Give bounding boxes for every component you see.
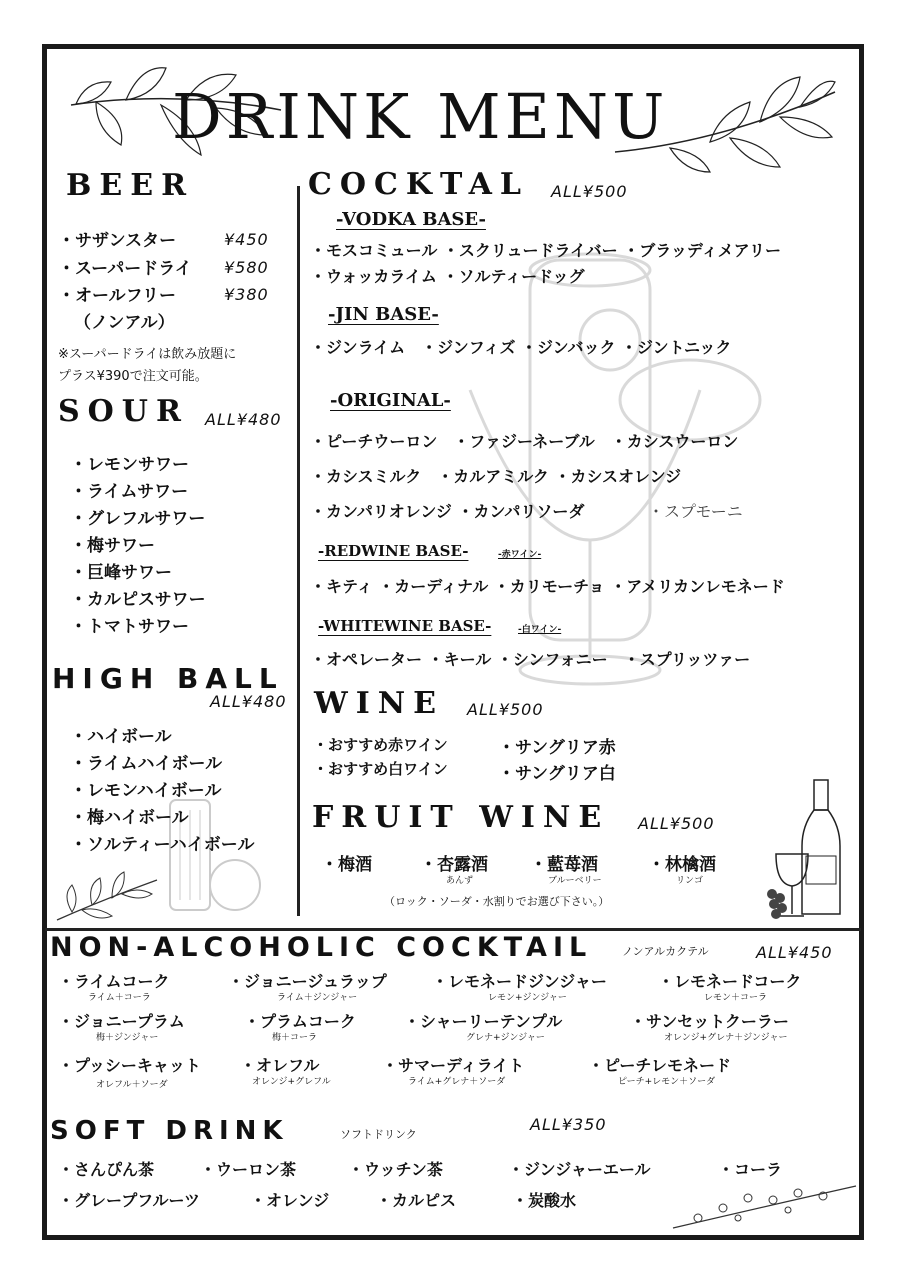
cocktail-line-light: ・スプモーニ [648,502,743,521]
soft-drink-item: ・さんぴん茶 [58,1160,155,1179]
redwine-base-label: -REDWINE BASE- [318,542,469,560]
na-item-desc: レモン＋コーラ [704,993,768,1003]
beer-item-price: ¥380 [224,285,269,304]
fruit-wine-heading: FRUIT WINE [312,800,610,835]
highball-heading: HIGH BALL [52,662,284,695]
soft-drink-heading-jp: ソフトドリンク [340,1128,417,1141]
cocktail-line: ・ウォッカライム ・ソルティードッグ [310,267,585,286]
na-item-desc: ピーチ+レモン＋ソーダ [618,1077,716,1087]
cocktail-line: ・カンパリオレンジ ・カンパリソーダ [310,502,585,521]
wine-price: ALL¥500 [467,700,544,719]
whitewine-base-label: -WHITEWINE BASE- [318,617,492,635]
beer-item-name: ・サザンスター [58,231,177,251]
sour-item: ・レモンサワー [70,455,189,475]
original-label: -ORIGINAL- [330,390,451,411]
wine-item: ・おすすめ赤ワイン [313,736,448,754]
wine-item: ・おすすめ白ワイン [313,760,448,778]
soft-drink-item: ・カルピス [376,1191,457,1210]
na-item-desc: レモン+ジンジャー [488,993,567,1003]
sour-item: ・トマトサワー [70,617,189,637]
non-alcohol-note: （ノンアル） [74,313,175,333]
sour-heading: SOUR [58,394,189,429]
na-item: ・シャーリーテンプル [404,1012,563,1031]
cocktail-line: ・キティ ・カーディナル ・カリモーチョ ・アメリカンレモネード [310,577,785,596]
wine-heading: WINE [314,686,445,721]
branch-decoration-icon [52,850,162,925]
na-item: ・プッシーキャット [58,1056,201,1075]
na-item-desc: オレンジ+グレナ＋ジンジャー [664,1033,788,1043]
cocktail-line: ・ジンライム ・ジンフィズ ・ジンバック ・ジントニック [310,338,732,357]
na-item-desc: ライム＋ジンジャー [277,993,358,1003]
na-item-desc: ライム+グレナ＋ソーダ [408,1077,506,1087]
beer-note-line: ※スーパードライは飲み放題に [58,347,237,362]
na-item: ・サンセットクーラー [630,1012,789,1031]
beer-item-name: ・スーパードライ [58,259,192,279]
cocktail-line: ・モスコミュール ・スクリュードライバー ・ブラッディメアリー [310,241,781,260]
fruit-wine-item: ・林檎酒 [648,855,716,875]
sour-item: ・梅サワー [70,536,155,556]
whitewine-sub-label: -白ワイン- [518,625,562,635]
na-item: ・レモネードジンジャー [432,972,607,991]
page-title: DRINK MENU [172,80,669,153]
fruit-wine-reading: あんず [446,876,474,886]
soft-drink-item: ・炭酸水 [512,1191,577,1210]
non-alcoholic-heading-jp: ノンアルカクテル [622,945,709,958]
soft-drink-item: ・オレンジ [250,1191,330,1210]
soft-drink-price: ALL¥350 [530,1115,607,1134]
sour-price: ALL¥480 [205,410,282,429]
column-divider [297,186,300,916]
fruit-wine-price: ALL¥500 [638,814,715,833]
cocktail-line: ・ピーチウーロン ・ファジーネーブル ・カシスウーロン [310,432,739,451]
non-alcoholic-heading: NON-ALCOHOLIC COCKTAIL [50,932,593,963]
flower-vine-decoration-icon [668,1178,860,1233]
cocktail-heading: COCKTAL [308,167,530,202]
fruit-wine-item: ・梅酒 [321,855,372,875]
na-item-desc: オレンジ+グレフル [252,1077,331,1087]
sour-item: ・カルピスサワー [70,590,206,610]
highball-item: ・レモンハイボール [70,781,222,801]
fruit-wine-item: ・藍苺酒 [530,855,598,875]
redwine-sub-label: -赤ワイン- [498,550,542,560]
na-item-desc: オレフル＋ソーダ [96,1080,168,1090]
soft-drink-item: ・ウッチン茶 [348,1160,443,1179]
na-item-desc: 梅＋ジンジャー [96,1033,159,1043]
beer-item-price: ¥580 [224,258,269,277]
soft-drink-heading: SOFT DRINK [50,1116,289,1146]
highball-item: ・ハイボール [70,727,172,747]
soft-drink-item: ・ジンジャーエール [508,1160,651,1179]
highball-item: ・ソルティーハイボール [70,835,255,855]
soft-drink-item: ・グレープフルーツ [58,1191,200,1210]
na-item-desc: 梅＋コーラ [272,1033,318,1043]
fruit-wine-item: ・杏露酒 [420,855,488,875]
sour-item: ・巨峰サワー [70,563,172,583]
wine-bottle-illustration-icon [762,776,858,924]
fruit-wine-note: （ロック・ソーダ・水割りでお選び下さい。） [384,895,610,908]
cocktail-price: ALL¥500 [551,182,628,201]
cocktail-line: ・カシスミルク ・カルアミルク ・カシスオレンジ [310,467,682,486]
na-item: ・ジョニープラム [58,1012,185,1031]
na-item: ・ライムコーク [58,972,170,991]
cocktail-line: ・オペレーター ・キール ・シンフォニー ・スプリッツァー [310,650,751,669]
soft-drink-item: ・コーラ [718,1160,783,1179]
na-item-desc: ライム＋コーラ [88,993,151,1003]
highball-item: ・梅ハイボール [70,808,189,828]
na-item-desc: グレナ+ジンジャー [466,1033,545,1043]
wine-item: ・サングリア白 [498,764,616,784]
na-item: ・プラムコーク [244,1012,356,1031]
beer-item-name: ・オールフリー [58,286,176,306]
fruit-wine-reading: ブルーベリー [548,876,602,886]
beer-item-price: ¥450 [224,230,269,249]
na-item: ・レモネードコーク [658,972,802,991]
highball-item: ・ライムハイボール [70,754,223,774]
wine-item: ・サングリア赤 [498,738,616,758]
non-alcoholic-price: ALL¥450 [756,943,833,962]
sour-item: ・ライムサワー [70,482,189,502]
na-item: ・オレフル [240,1056,320,1075]
jin-base-label: -JIN BASE- [328,304,439,325]
na-item: ・ジョニージュラップ [228,972,387,991]
section-divider [45,928,861,931]
vodka-base-label: -VODKA BASE- [336,209,486,230]
beer-note-line: プラス¥390で注文可能。 [58,369,208,384]
soft-drink-item: ・ウーロン茶 [200,1160,297,1179]
sour-item: ・グレフルサワー [70,509,206,529]
highball-price: ALL¥480 [210,692,287,711]
na-item: ・サマーディライト [382,1056,525,1075]
beer-heading: BEER [66,168,195,203]
na-item: ・ピーチレモネード [588,1056,732,1075]
fruit-wine-reading: リンゴ [676,876,704,886]
